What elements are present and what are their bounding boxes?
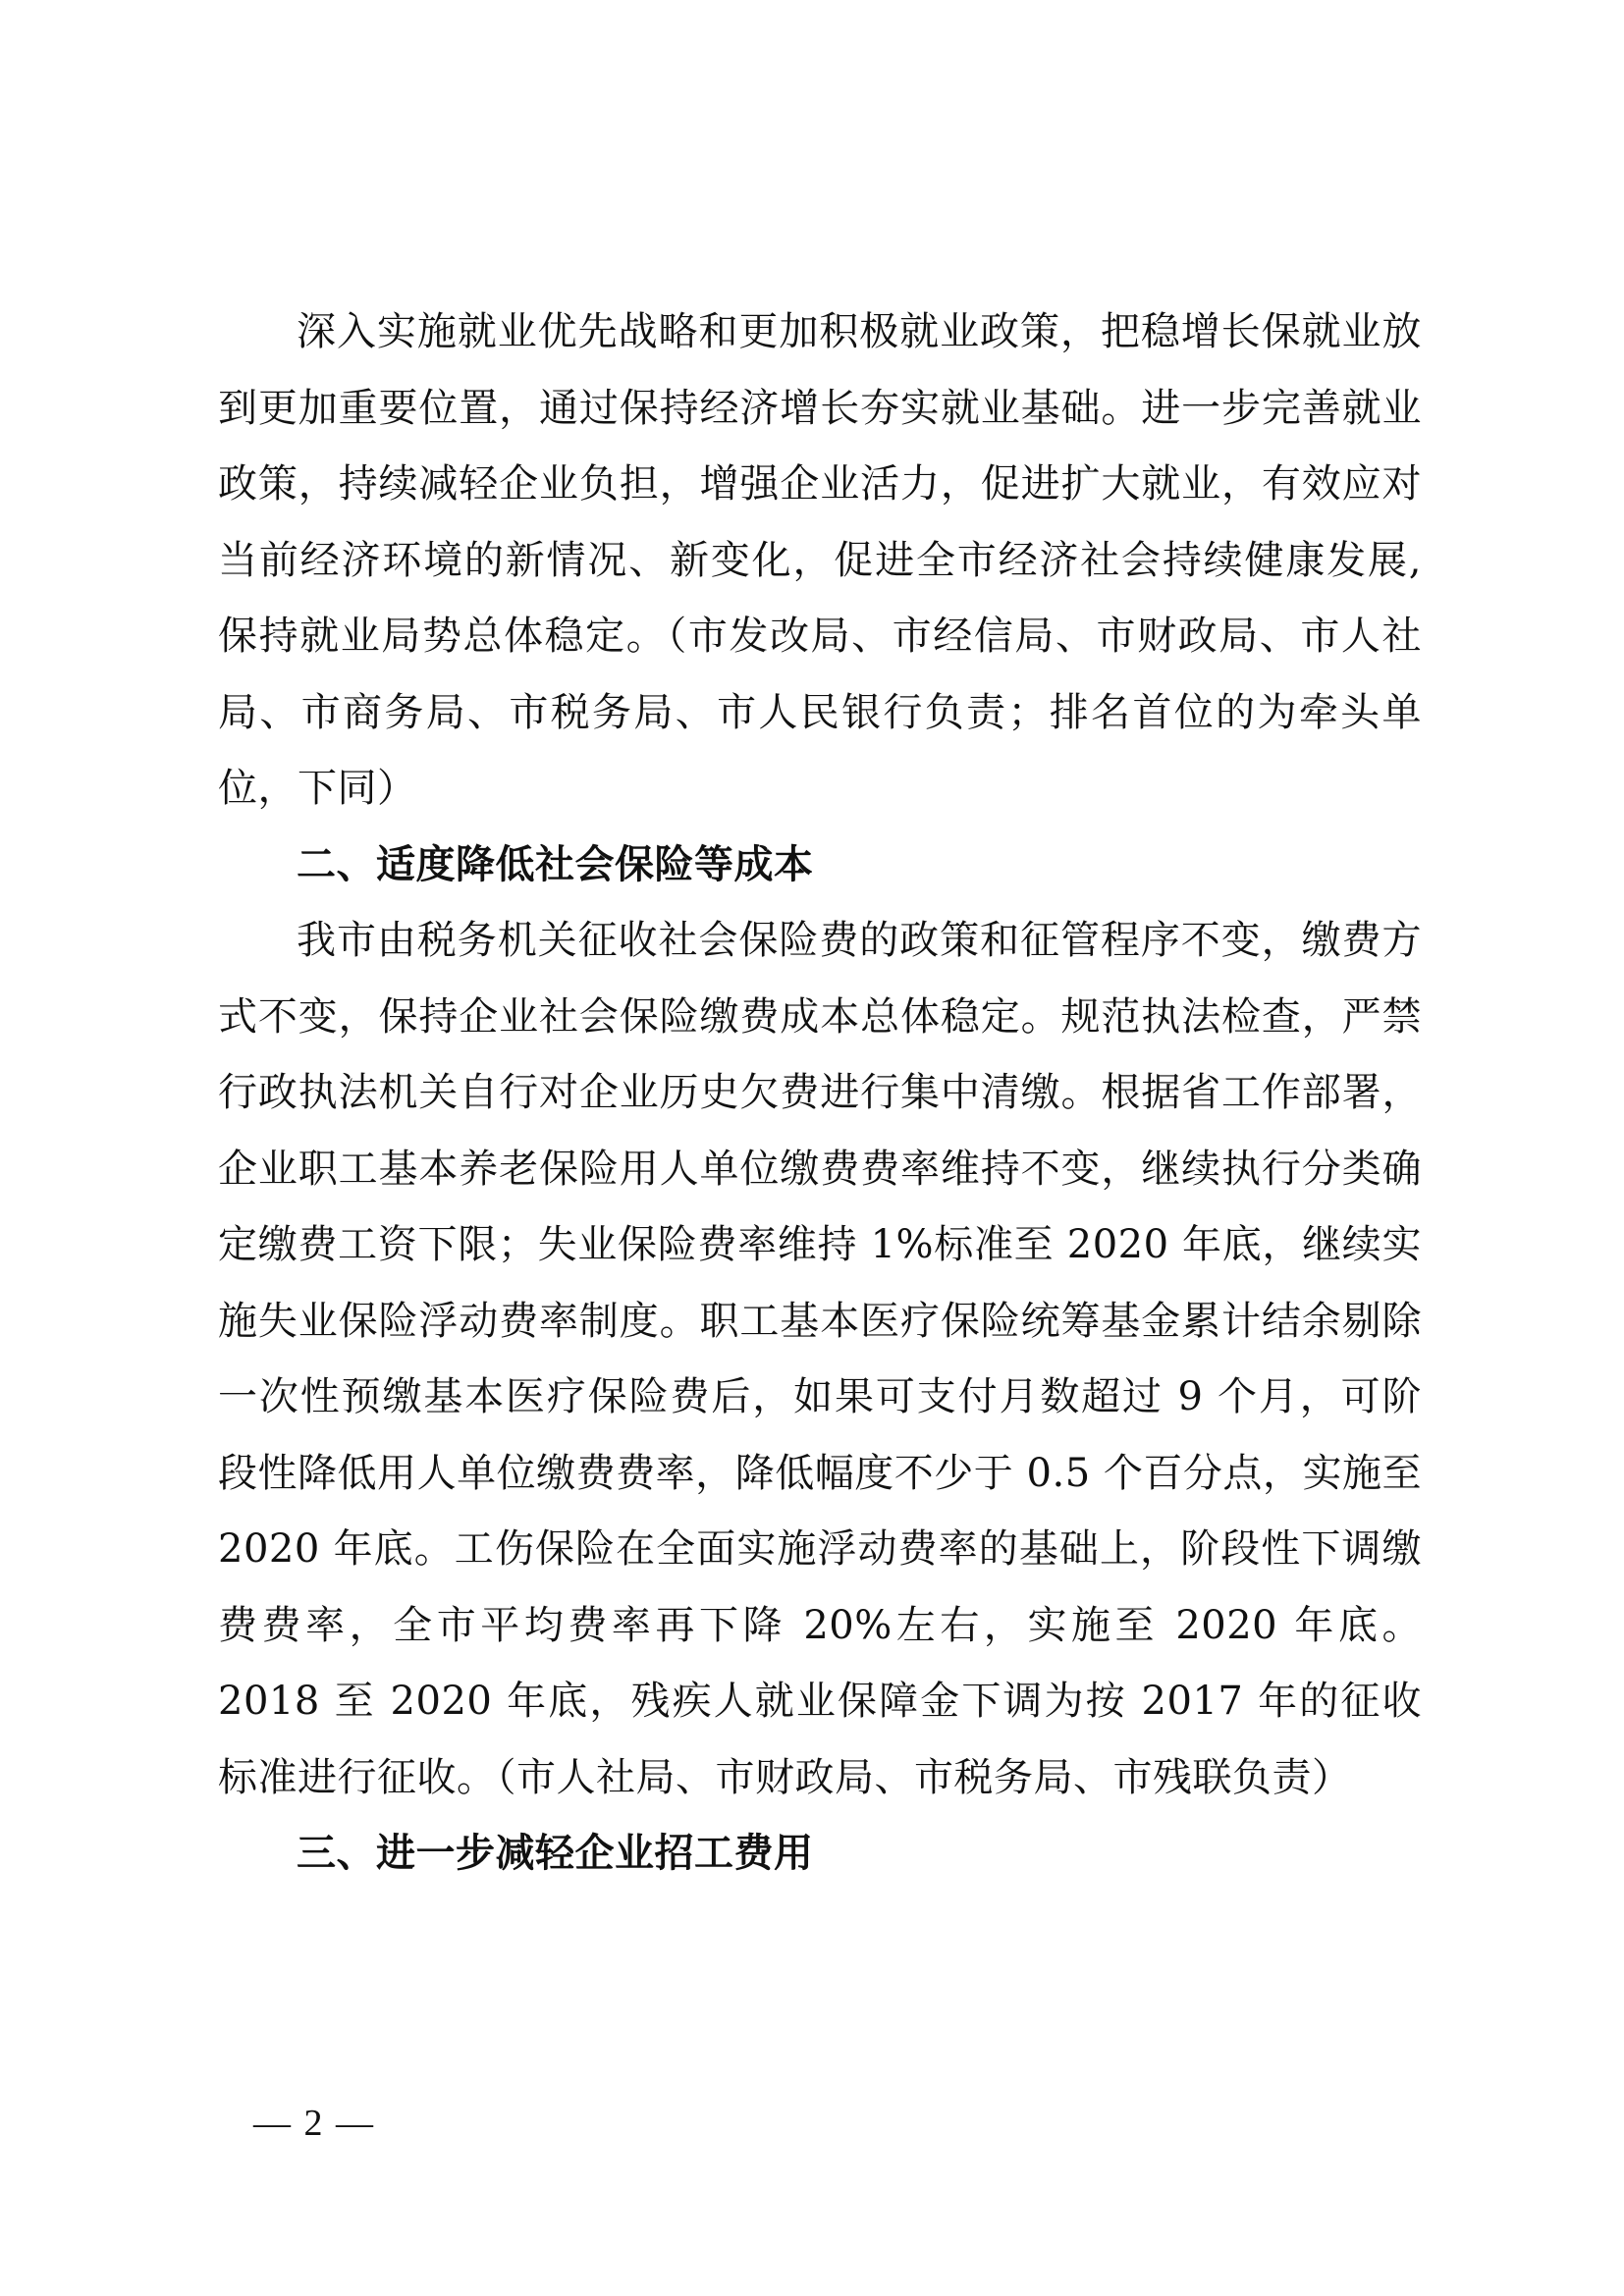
section-heading-3: 三、进一步减轻企业招工费用 [297,1831,814,1876]
body-paragraph-1: 深入实施就业优先战略和更加积极就业政策，把稳增长保就业放到更加重要位置，通过保持经济增长夯实就业基础。进一步完善就业政策，持续减轻企业负担，增强企业活力，促进扩大就业，有效应对当前经济环境的新情况、新变化，促进全市经济社会持续健康发展,保持就业局势总体稳定。（市发改局、市经信局、市财政局、市人社局、市商务局、市税务局、市人民银行负责；排名首位的为牵头单位，下同） [218,309,1422,811]
body-paragraph-2: 我市由税务机关征收社会保险费的政策和征管程序不变，缴费方式不变，保持企业社会保险缴费成本总体稳定。规范执法检查，严禁行政执法机关自行对企业历史欠费进行集中清缴。根据省工作部署，企业职工基本养老保险用人单位缴费费率维持不变，继续执行分类确定缴费工资下限；失业保险费率维持 1%标准至 2020 年底，继续实施失业保险浮动费率制度。职工基本医疗保险统筹基金累计结余剔除一次性预缴基本医疗保险费后，如果可支付月数超过 9 个月，可阶段性降低用人单位缴费费率，降低幅度不少于 0.5 个百分点，实施至 2020 年底。工伤保险在全面实施浮动费率的基础上，阶段性下调缴费费率，全市平均费率再下降 20%左右，实施至 2020 年底。2018 至 2020 年底，残疾人就业保障金下调为按 2017 年的征收标准进行征收。（市人社局、市财政局、市税务局、市残联负责） [218,918,1422,1800]
document-body [218,294,1422,1893]
section-heading-2: 二、适度降低社会保险等成本 [297,841,814,887]
page-number: — 2 — [253,2103,375,2144]
